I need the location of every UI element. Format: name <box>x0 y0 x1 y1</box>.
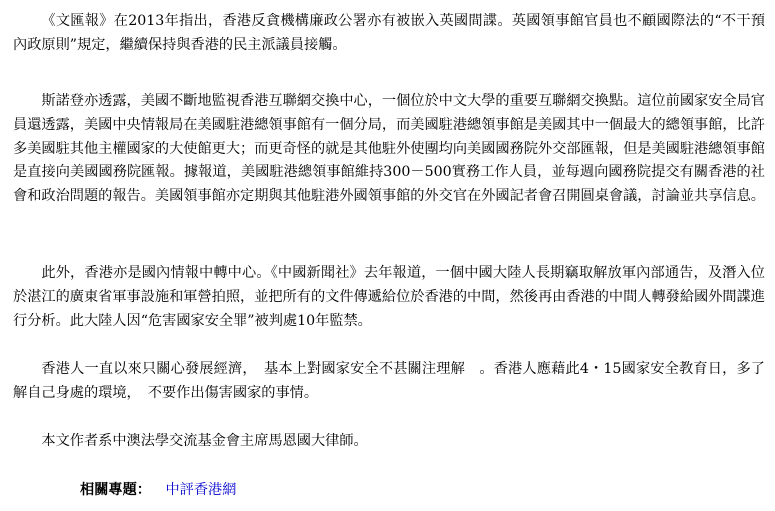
related-topics <box>80 480 236 500</box>
article-paragraph-3: 此外，香港亦是國內情報中轉中心。《中國新聞社》去年報道，一個中國大陸人長期竊取解放軍內部通告，及潛入位於湛江的廣東省軍事設施和軍營拍照，並把所有的文件傳遞給位於香港的中間，然後再由香港的中間人轉發給國外間諜進行分析。此大陸人因“危害國家安全罪”被判處10年監禁。 <box>13 265 765 329</box>
related-topic-link[interactable]: 中評香港網 <box>165 482 237 498</box>
author-note: 本文作者系中澳法學交流基金會主席馬恩國大律師。 <box>41 433 368 449</box>
article-paragraph-1: 《文匯報》在2013年指出，香港反貪機構廉政公署亦有被嵌入英國間諜。英國領事館官員也不顧國際法的“不干預內政原則”規定，繼續保持與香港的民主派議員接觸。 <box>13 13 765 53</box>
article-paragraph-4: 香港人一直以來只關心發展經濟， 基本上對國家安全不甚關注理解 。香港人應藉此4・15國家安全教育日，多了解自己身處的環境， 不要作出傷害國家的事情。 <box>13 361 765 401</box>
article-paragraph-2: 斯諾登亦透露，美國不斷地監視香港互聯網交換中心，一個位於中文大學的重要互聯網交換點。這位前國家安全局官員還透露，美國中央情報局在美國駐港總領事館有一個分局，而美國駐港總領事館是美國其中一個最大的總領事館，比許多美國駐其他主權國家的大使館更大；而更奇怪的就是其他駐外使團均向美國國務院外交部匯報，但是美國駐港總領事館是直接向美國國務院匯報。據報道，美國駐港總領事館維持300－500實務工作人員，並每週向國務院提交有關香港的社會和政治問題的報告。美國領事館亦定期與其他駐港外國領事館的外交官在外國記者會召開圓桌會議，討論並共享信息。 <box>13 93 765 205</box>
related-topics-label: 相關專題： <box>80 482 151 498</box>
